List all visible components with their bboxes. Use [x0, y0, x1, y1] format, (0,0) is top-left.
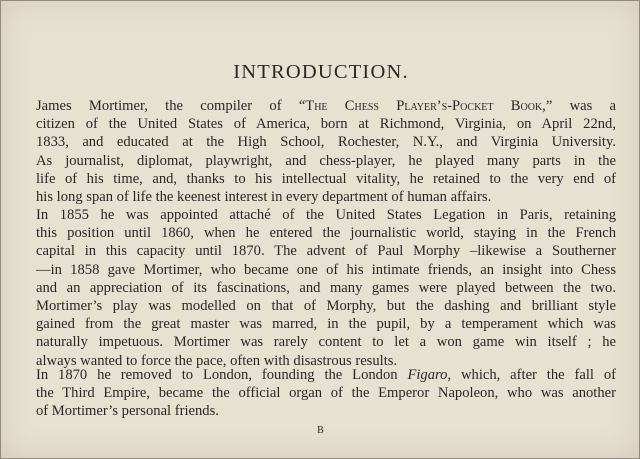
text-span: ” was a — [545, 98, 617, 114]
paragraph-2-line-2: this position until 1860, when he entered the journalistic world, staying in the French — [36, 225, 616, 242]
page-title: INTRODUCTION. — [233, 61, 409, 83]
paragraph-2 — [36, 206, 616, 370]
paragraph-2-line-7: gained from the great master was marred, in the pupil, by a temperament which was — [36, 316, 616, 333]
paragraph-2-line-8: naturally impetuous. Mortimer was rarely content to let a won game win itself ; he — [36, 334, 616, 351]
paragraph-1-line-1 — [36, 97, 616, 115]
text-span: , which, after the fall of — [447, 367, 616, 383]
paragraph-1 — [36, 97, 616, 206]
signature-mark: B — [317, 425, 325, 436]
paragraph-1-line-4: As journalist, diplomat, playwright, and chess-player, he played many parts in the — [36, 152, 616, 169]
paragraph-3-line-2: the Third Empire, became the official organ of the Emperor Napoleon, who was another — [36, 385, 616, 402]
paragraph-2-line-4: —in 1858 gave Mortimer, who became one of his intimate friends, an insight into Chess — [36, 261, 616, 278]
paragraph-2-line-9: always wanted to force the pace, often with disastrous results. — [36, 352, 398, 369]
paragraph-2-line-6: Mortimer’s play was modelled on that of Morphy, but the dashing and brilliant style — [36, 298, 616, 315]
paragraph-2-line-3: capital in this capacity until 1870. The advent of Paul Morphy –likewise a Southerner — [36, 243, 616, 260]
paragraph-3 — [36, 366, 616, 421]
paragraph-1-line-6: his long span of life the keenest interest in every department of human affairs. — [36, 189, 492, 206]
paragraph-3-line-1 — [36, 366, 616, 384]
paragraph-2-line-1: In 1855 he was appointed attaché of the United States Legation in Paris, retaining — [36, 207, 616, 223]
newspaper-name-italic: Figaro — [407, 367, 448, 383]
text-span: James Mortimer, the compiler of “ — [36, 98, 306, 114]
text-span: In 1870 he removed to London, founding the London — [36, 367, 408, 383]
paragraph-1-line-3: 1833, and educated at the High School, Rochester, N.Y., and Virginia University. — [36, 134, 616, 151]
paragraph-1-line-5: life of his time, and, thanks to his intellectual vitality, he retained to the very end of — [36, 170, 616, 187]
book-title-small-caps: The Chess Player’s-Pocket Book, — [305, 98, 546, 114]
paragraph-1-line-2: citizen of the United States of America, born at Richmond, Virginia, on April 22nd, — [36, 116, 616, 133]
paragraph-2-line-5: and an appreciation of its fascinations, and many games were played between the two. — [36, 279, 616, 296]
paragraph-3-line-3: of Mortimer’s personal friends. — [36, 403, 219, 420]
